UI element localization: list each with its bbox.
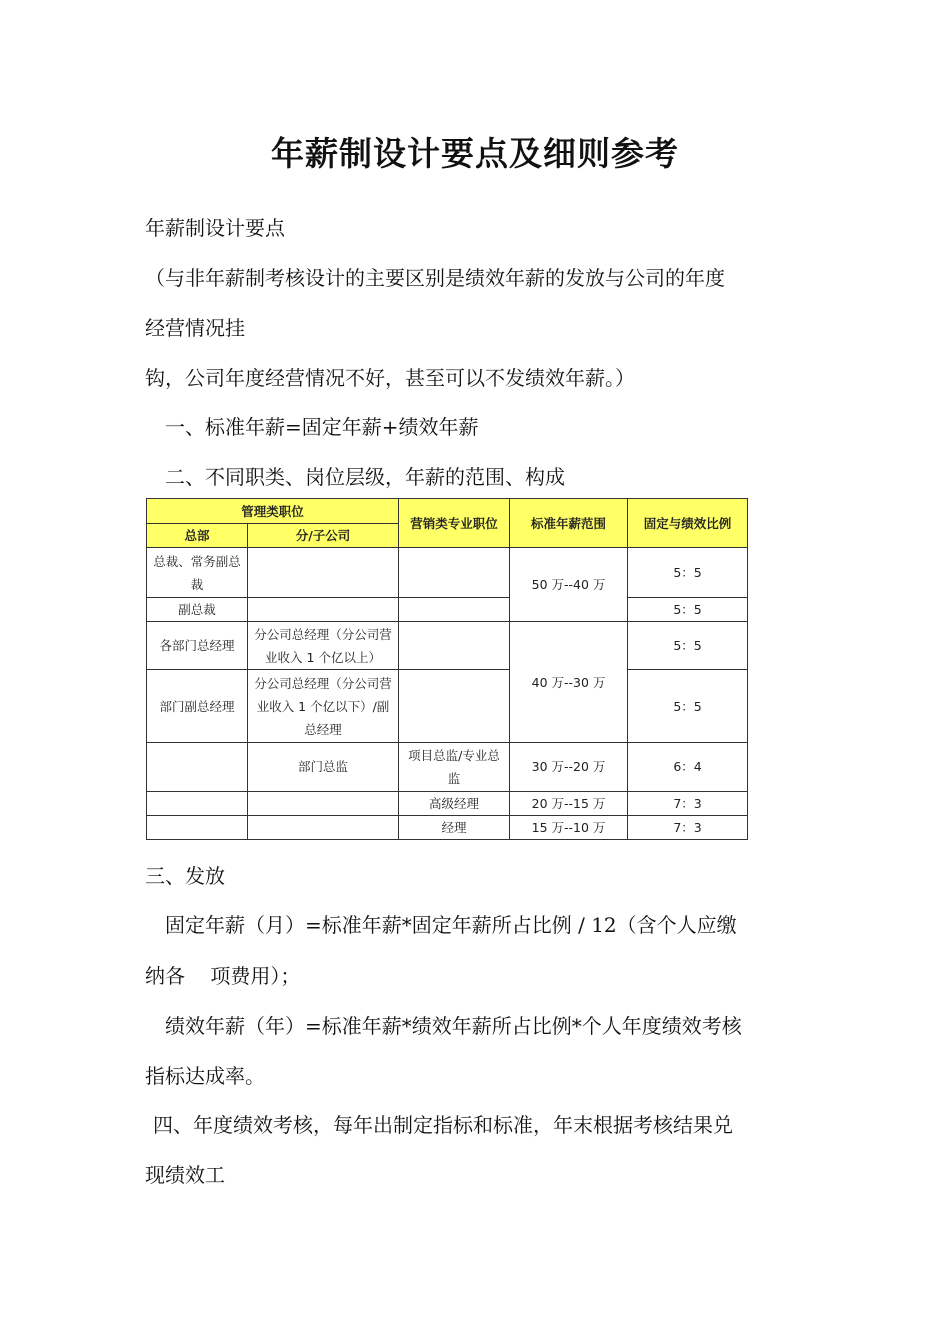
formula-performance-salary-cont: 指标达成率。	[145, 1064, 265, 1088]
cell-sales: 高级经理	[399, 791, 510, 815]
table-row	[147, 791, 748, 815]
table-row	[147, 548, 748, 597]
cell-ratio: 5：5	[628, 622, 748, 670]
cell-ratio: 7：3	[628, 791, 748, 815]
paragraph-note-line3: 钩，公司年度经营情况不好，甚至可以不发绩效年薪。）	[145, 366, 635, 390]
cell-ratio: 6：4	[628, 743, 748, 791]
cell-range: 15 万--10 万	[510, 815, 628, 839]
cell-range: 30 万--20 万	[510, 743, 628, 791]
cell-range: 40 万--30 万	[510, 622, 628, 743]
header-hq: 总部	[147, 524, 248, 548]
cell-branch	[248, 815, 399, 839]
section-item-4: 四、年度绩效考核，每年出制定指标和标准，年末根据考核结果兑	[153, 1113, 733, 1137]
cell-ratio: 7：3	[628, 815, 748, 839]
table-row	[147, 743, 748, 791]
cell-hq	[147, 815, 248, 839]
cell-branch	[248, 791, 399, 815]
cell-ratio: 5：5	[628, 548, 748, 597]
document-title: 年薪制设计要点及细则参考	[271, 134, 679, 173]
cell-hq: 副总裁	[147, 597, 248, 621]
section-item-2: 二、不同职类、岗位层级，年薪的范围、构成	[165, 465, 565, 489]
section-item-4-cont: 现绩效工	[145, 1163, 225, 1187]
section-item-1: 一、标准年薪=固定年薪+绩效年薪	[165, 415, 479, 439]
cell-ratio: 5：5	[628, 670, 748, 743]
paragraph-note-line1: （与非年薪制考核设计的主要区别是绩效年薪的发放与公司的年度	[145, 266, 725, 290]
cell-hq: 各部门总经理	[147, 622, 248, 670]
section-item-3: 三、发放	[145, 864, 225, 888]
cell-sales	[399, 622, 510, 670]
cell-branch: 分公司总经理（分公司营业收入 1 个亿以下）/副总经理	[248, 670, 399, 743]
formula-fixed-salary-cont: 纳各 项费用）；	[145, 964, 301, 988]
cell-ratio: 5：5	[628, 597, 748, 621]
header-sales: 营销类专业职位	[399, 499, 510, 548]
cell-sales	[399, 597, 510, 621]
header-range: 标准年薪范围	[510, 499, 628, 548]
section-heading-design-points: 年薪制设计要点	[145, 216, 285, 240]
cell-sales	[399, 670, 510, 743]
header-branch: 分/子公司	[248, 524, 399, 548]
table-row	[147, 597, 748, 621]
cell-branch: 部门总监	[248, 743, 399, 791]
cell-hq: 总裁、常务副总裁	[147, 548, 248, 597]
header-mgmt: 管理类职位	[147, 499, 399, 524]
formula-fixed-salary: 固定年薪（月）=标准年薪*固定年薪所占比例 / 12（含个人应缴	[165, 913, 737, 937]
header-ratio: 固定与绩效比例	[628, 499, 748, 548]
table-header-row	[147, 499, 748, 524]
cell-sales: 项目总监/专业总监	[399, 743, 510, 791]
table-row	[147, 670, 748, 743]
salary-table	[146, 498, 748, 840]
paragraph-note-line2: 经营情况挂	[145, 316, 245, 340]
cell-sales: 经理	[399, 815, 510, 839]
cell-hq	[147, 743, 248, 791]
cell-range: 20 万--15 万	[510, 791, 628, 815]
table-row	[147, 622, 748, 670]
cell-sales	[399, 548, 510, 597]
table-row	[147, 815, 748, 839]
cell-range: 50 万--40 万	[510, 548, 628, 622]
cell-hq	[147, 791, 248, 815]
cell-branch	[248, 597, 399, 621]
formula-performance-salary: 绩效年薪（年）=标准年薪*绩效年薪所占比例*个人年度绩效考核	[165, 1014, 742, 1038]
cell-branch: 分公司总经理（分公司营业收入 1 个亿以上）	[248, 622, 399, 670]
cell-branch	[248, 548, 399, 597]
cell-hq: 部门副总经理	[147, 670, 248, 743]
